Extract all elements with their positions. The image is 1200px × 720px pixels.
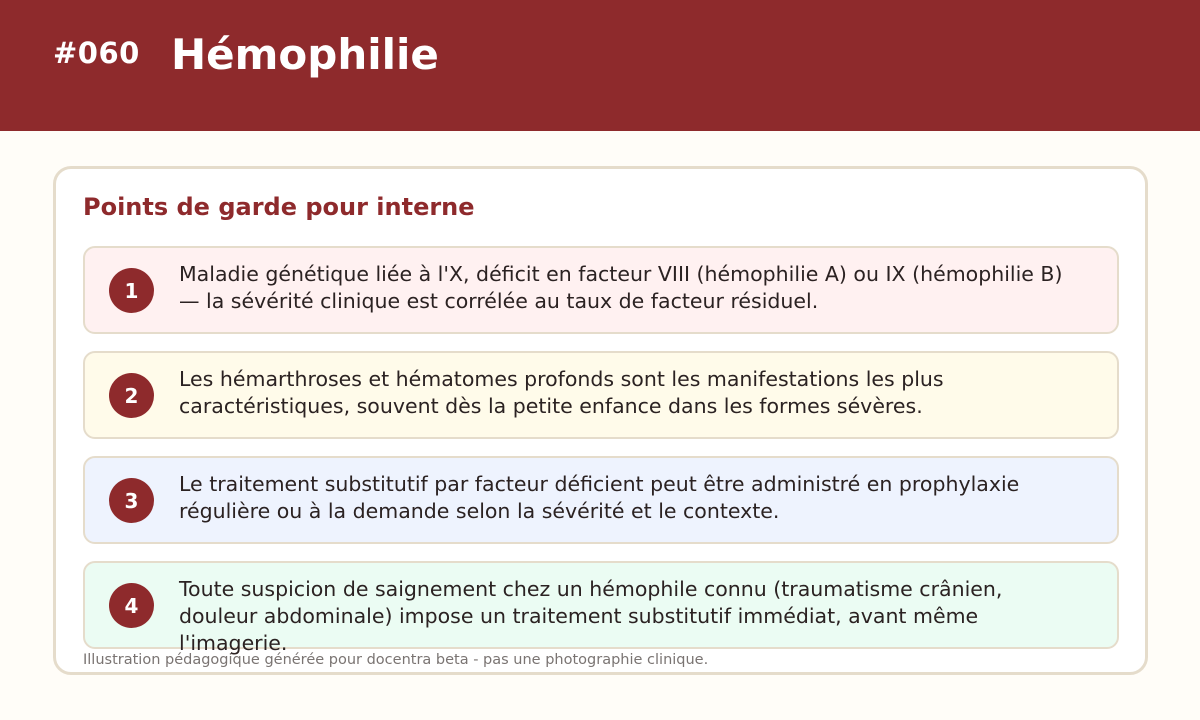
point-item-4	[83, 561, 1119, 655]
point-item-3	[83, 456, 1119, 544]
footnote: Illustration pédagogique générée pour docentra beta - pas une photographie clinique.	[83, 652, 709, 668]
topic-number: #060	[53, 36, 140, 70]
card-title: Points de garde pour interne	[83, 193, 475, 221]
key-points-card	[53, 166, 1148, 675]
point-item-2	[83, 351, 1119, 439]
point-text: Les hémarthroses et hématomes profonds sont les manifestations les plus caractéristiques, souvent dès la petite enfance dans les formes sévères.	[179, 367, 944, 418]
point-text: Le traitement substitutif par facteur déficient peut être administré en prophylaxie régulière ou à la demande selon la sévérité et le contexte.	[179, 472, 1020, 523]
point-number-badge: 3	[109, 478, 154, 523]
point-item-1	[83, 246, 1119, 334]
point-number-badge: 2	[109, 373, 154, 418]
point-number-badge: 1	[109, 268, 154, 313]
page-title: Hémophilie	[171, 30, 439, 79]
point-text: Toute suspicion de saignement chez un hémophile connu (traumatisme crânien, douleur abdominale) impose un traitement substitutif immédiat, avant même l'imagerie.	[179, 577, 1003, 655]
point-number-badge: 4	[109, 583, 154, 628]
point-text: Maladie génétique liée à l'X, déficit en facteur VIII (hémophilie A) ou IX (hémophilie B) — la sévérité clinique est corrélée au taux de facteur résiduel.	[179, 262, 1063, 313]
page-header	[0, 0, 1200, 131]
